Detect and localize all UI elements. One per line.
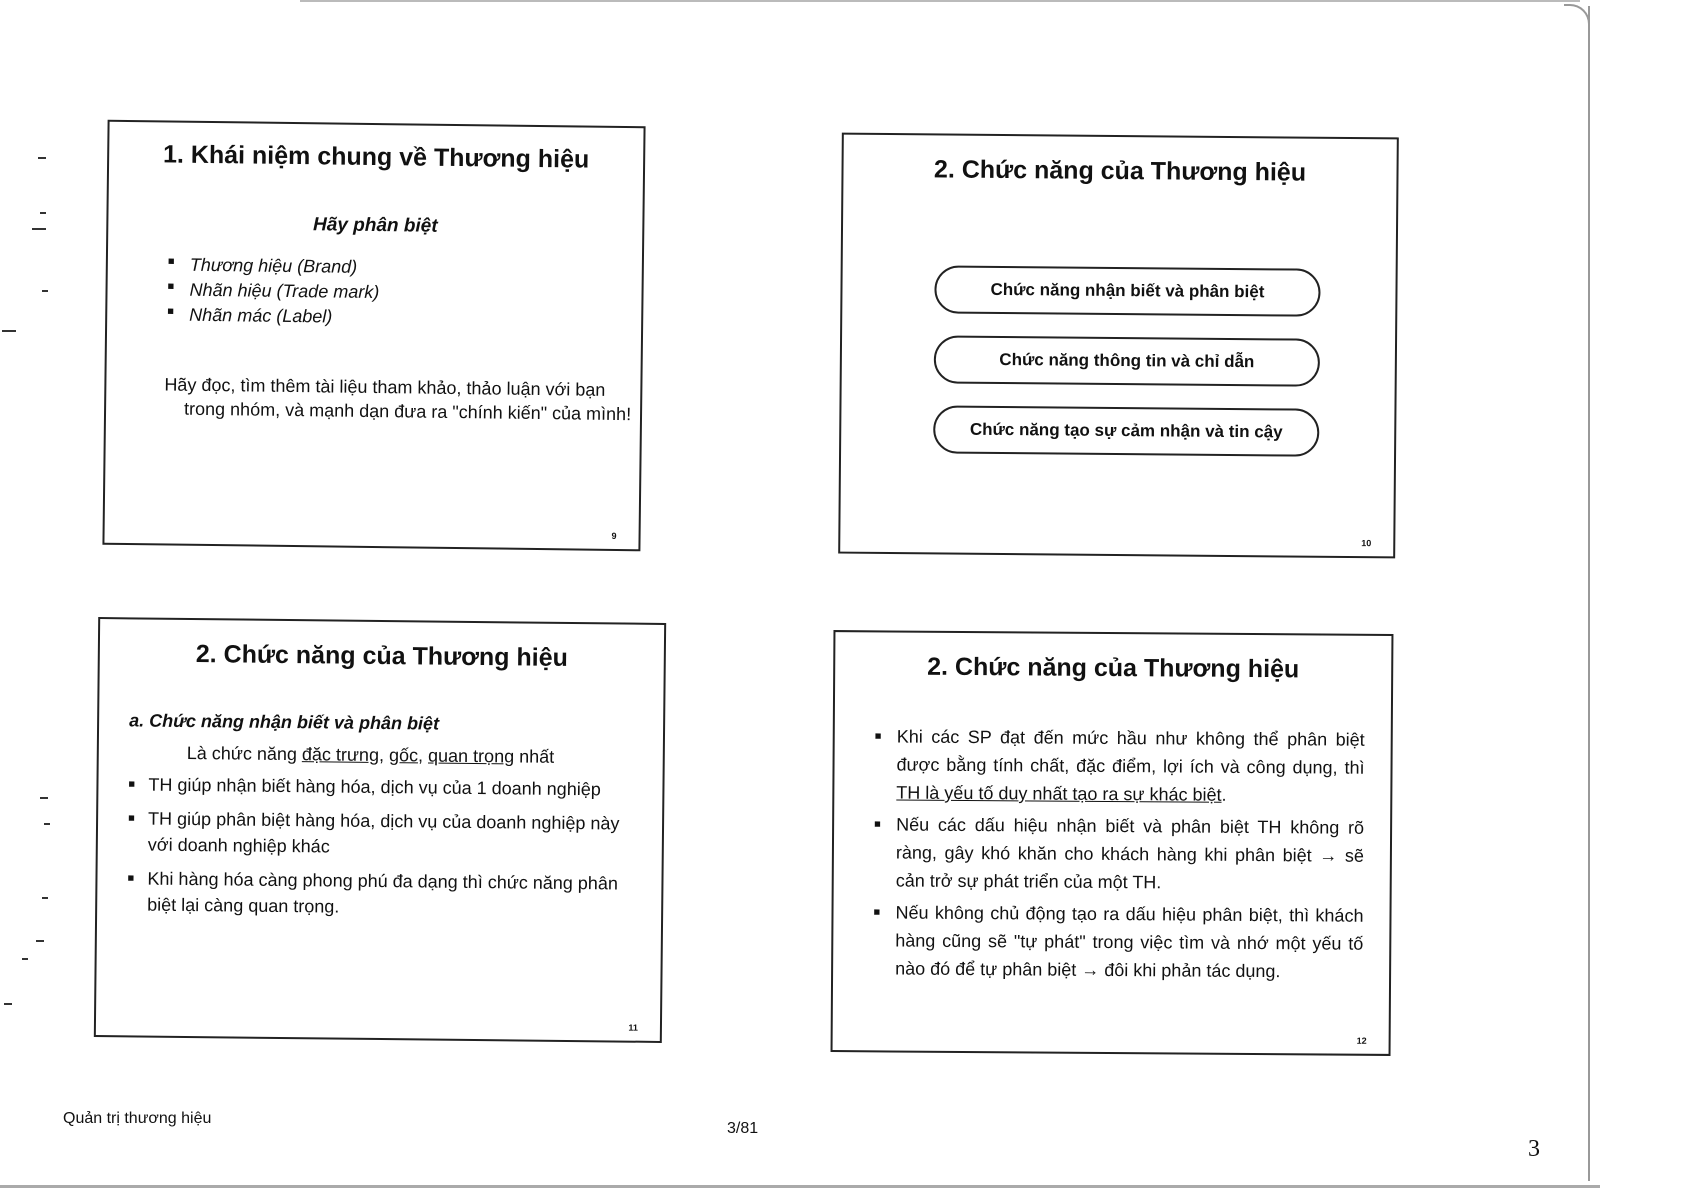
intro-line [129,739,639,770]
slide-number: 9 [611,530,617,541]
slide-10 [838,133,1399,559]
item-end: . [1221,784,1227,805]
paragraph-line: Hãy đọc, tìm thêm tài liệu tham khảo, thảo luận với bạn [164,374,606,400]
list-item: ■ Thương hiệu (Brand) [168,254,380,278]
list-item: ■ Nếu các dấu hiệu nhận biết và phân biệt TH không rõ ràng, gây khó khăn cho khách hàng khi phân biệt → sẽ cản trở sự phát triển của một TH. [874,810,1365,897]
section-heading: a. Chức năng nhận biết và phân biệt [129,710,440,734]
term-list [167,254,380,332]
instruction-paragraph [164,372,635,426]
slide-number: 10 [1361,538,1372,549]
scan-right-edge [1588,6,1590,1181]
list-item: ■ Nhãn hiệu (Trade mark) [167,279,379,303]
scan-bottom-edge [0,1185,1600,1188]
underlined-statement: TH là yếu tố duy nhất tạo ra sự khác biệt [896,782,1222,805]
slide-11 [94,617,666,1043]
bullet-list [127,771,639,922]
slide-title: 2. Chức năng của Thương hiệu [933,155,1307,187]
bullet-list [873,722,1365,989]
page-corner [1564,4,1590,26]
slide-subtitle: Hãy phân biệt [312,214,438,237]
slide-title: 2. Chức năng của Thương hiệu [927,652,1300,684]
intro-text: nhất [514,746,555,767]
scan-top-edge [300,0,1580,2]
course-name: Quản trị thương hiệu [63,1110,212,1127]
list-item: ■ TH giúp nhận biết hàng hóa, dịch vụ của 1 doanh nghiệp [128,771,638,802]
slide-9 [102,120,645,552]
function-pill: Chức năng nhận biết và phân biệt [934,265,1320,316]
slide-body [127,707,639,930]
slide-number: 11 [628,1022,638,1033]
underlined-term: quan trọng [427,745,515,767]
underlined-term: gốc [388,745,419,766]
slide-number: 12 [1356,1035,1367,1046]
paragraph-line: trong nhóm, và mạnh dạn đưa ra "chính kiến" của mình! [183,398,632,425]
slide-title: 1. Khái niệm chung về Thương hiệu [162,140,590,174]
list-item: ■ TH giúp phân biệt hàng hóa, dịch vụ của doanh nghiệp này với doanh nghiệp khác [128,805,639,862]
function-pill: Chức năng thông tin và chỉ dẫn [934,335,1320,386]
list-item: ■ Nhãn mác (Label) [167,304,379,328]
intro-separator: , [378,744,390,766]
page-count: 3/81 [727,1120,759,1137]
list-item: ■ Khi hàng hóa càng phong phú đa dạng thì chức năng phân biệt lại càng quan trọng. [127,865,638,922]
underlined-term: đặc trưng [301,744,380,765]
intro-separator: , [417,745,429,766]
intro-text: Là chức năng [186,742,303,765]
item-text: Khi các SP đạt đến mức hầu như không thể phân biệt được bằng tính chất, đặc điểm, lợi ích và công dụng, thì [896,726,1365,778]
slide-12 [831,630,1394,1056]
list-item [874,722,1365,809]
slide-title: 2. Chức năng của Thương hiệu [195,640,568,672]
page-number: 3 [1528,1136,1540,1162]
function-pill: Chức năng tạo sự cảm nhận và tin cậy [933,405,1319,456]
list-item: ■ Nếu không chủ động tạo ra dấu hiệu phân biệt, thì khách hàng cũng sẽ "tự phát" trong việc tìm và nhớ một yếu tố nào đó để tự phân biệt → đôi khi phản tác dụng. [873,898,1364,985]
